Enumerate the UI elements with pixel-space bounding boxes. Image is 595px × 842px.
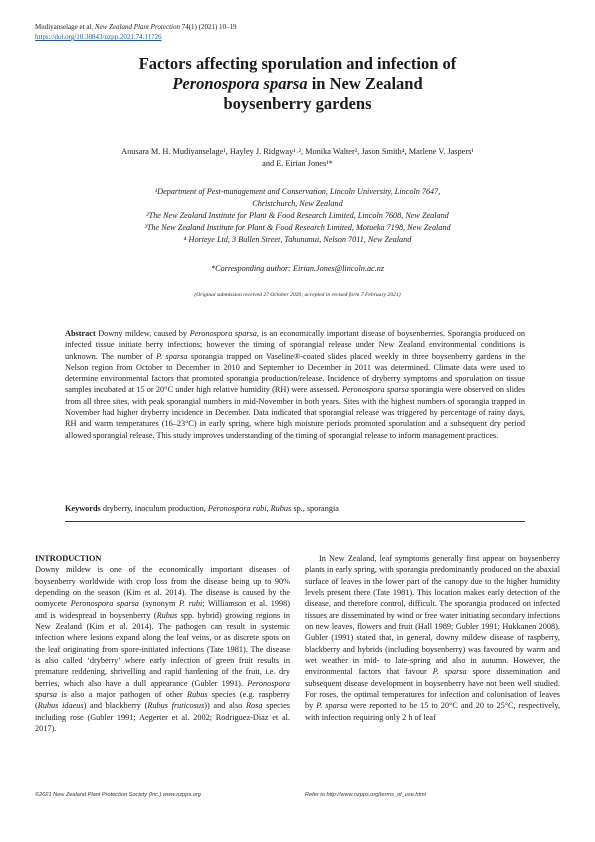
submission-dates: (Original submission received 27 October 2020; accepted in revised form 7 February 2021) bbox=[194, 292, 401, 298]
title-line-2 bbox=[40, 74, 555, 94]
abstract-italic: P. sparsa bbox=[156, 351, 188, 361]
body-italic: Rubus fruticosus bbox=[147, 701, 205, 711]
authors-line-2: and E. Eirian Jones¹* bbox=[262, 158, 333, 168]
title-line-2-rest: in New Zealand bbox=[307, 74, 423, 93]
affiliation-line: ¹Department of Pest-management and Conservation, Lincoln University, Lincoln 7647, bbox=[154, 187, 441, 196]
body-text: ; Williamson et al. 1998) and is widespread in boysenberry ( bbox=[35, 599, 291, 620]
keywords-text: , bbox=[266, 504, 271, 513]
abstract-italic: Peronospora sparsa bbox=[189, 329, 257, 338]
body-text: were reported to be 15 to 20°C and 20 to 25°C, respectively, with infection requiring only 2 h of leaf bbox=[305, 701, 561, 722]
body-text: species including rose (Gubler 1991; Aegerter et al. 2002; Rodriguez-Diaz et al. 2017). bbox=[35, 701, 290, 734]
introduction-column-right bbox=[305, 553, 560, 723]
citation-prefix: Mudiyanselage et al. bbox=[35, 23, 95, 31]
citation-suffix: 74(1) (2021) 10–19 bbox=[179, 23, 237, 31]
terms-footer[interactable]: Refer to http://www.nzpps.org/terms_of_use.html bbox=[305, 792, 426, 798]
affiliations bbox=[60, 186, 535, 246]
body-italic: P. rubi bbox=[179, 599, 203, 609]
title-line-3: boysenberry gardens bbox=[223, 94, 372, 113]
body-paragraph bbox=[305, 553, 560, 723]
running-header bbox=[35, 23, 237, 32]
body-text: Downy mildew is one of the economically important diseases of boysenberry worldwide with crop loss from the disease being up to 90% depending on the season (Kim et al. 2014). The disease is caused by the oomycete bbox=[35, 565, 290, 609]
body-italic: Rubus bbox=[186, 690, 208, 700]
copyright-footer: ©2021 New Zealand Plant Protection Society (Inc.) www.nzpps.org bbox=[35, 792, 201, 798]
corresponding-author: *Corresponding author: Eirian.Jones@lincoln.ac.nz bbox=[210, 264, 385, 273]
abstract-label: Abstract bbox=[65, 329, 96, 338]
body-italic: Rubus bbox=[156, 610, 178, 620]
body-italic: Peronospora sparsa bbox=[70, 599, 139, 609]
body-italic: P. sparsa bbox=[316, 701, 348, 711]
body-text: is also a major pathogen of other bbox=[57, 690, 187, 700]
body-italic: Rosa bbox=[245, 701, 263, 711]
affiliation-line: Christchurch, New Zealand bbox=[252, 199, 343, 208]
abstract-text: , is an economically important disease of boysenberries. Sporangia produced on infected tissue initiate berry infections; however the timing of sporangial release under New Zealand environmental conditions is unknown. The number of bbox=[65, 329, 525, 361]
section-divider bbox=[65, 521, 525, 522]
journal-name: New Zealand Plant Protection bbox=[94, 23, 180, 31]
abstract-text: sporangia were observed on slides from all three sites, with peak sporangial numbers in mid-November in both years. Sites with the highest numbers of sporangia trapped in November had higher dryberry incidence in December. Data indicated that sporangial release was triggered by percentage of rainy days, RH and warm temperatures (16–23°C) in early spring, where high moisture periods promoted sporulation and a subsequent dry period allowed sporangial release. This study improves understanding of the timing of sporangial release to inform management practices. bbox=[65, 385, 525, 440]
body-text: )) and also bbox=[204, 701, 246, 711]
keywords-text: sp., sporangia bbox=[291, 504, 339, 513]
affiliation-line: ³The New Zealand Institute for Plant & Food Research Limited, Motueka 7198, New Zealand bbox=[144, 223, 451, 232]
body-text: (synonym bbox=[138, 599, 180, 609]
abstract bbox=[65, 328, 525, 441]
abstract-text: sporangia trapped on Vaseline®-coated slides placed weekly in three boysenberry gardens in the Nelson region from October to December in 2010 and September to December in 2011 was determined. Climate data were used to determine environmental factors that promoted sporangia production/release. Incidence of dryberry symptoms and sporulation on tissue samples incubated at 15 or 20°C under high relative humidity (RH) were assessed. bbox=[65, 351, 525, 395]
introduction-paragraph bbox=[35, 564, 290, 734]
title-line-1: Factors affecting sporulation and infection of bbox=[138, 54, 457, 73]
title-species: Peronospora sparsa bbox=[172, 74, 308, 93]
body-text: In New Zealand, leaf symptoms generally first appear on boysenberry plants in early spring, with sporangia predominantly produced on the abaxial surface of leaves in the lower part of the canopy due to the higher humidity levels present there (Tate 1981). This location makes early detection of the disease, and therefore control, difficult. The sporangia produced on infected tissues are disseminated by wind or free water initiating secondary infections on new leaves, flowers and fruit (Hall 1989; Gubler 1991; Hukkanen 2008). Gubler (1991) stated that, in general, downy mildew disease of raspberry, blackberry and hybrids (including boysenberry) was favoured by warm and wet weather in mid- to late-spring and also in autumn. However, the environmental factors that favour bbox=[305, 554, 560, 677]
body-text: spp. hybrid) growing regions in New Zealand (Kim et al. 2014). The pathogen can result in systemic infection where lesions expand along the leaf veins, or as discrete spots on the leaf originating from spore-initiated infections (Tate 1981). The disease is also called ‘dryberry’ where early infection of green fruit results in premature reddening, shrivelling and rapid hardening of the fruit, i.e. dry berries, which also have a dull appearance (Gubler 1991). bbox=[35, 610, 290, 688]
body-italic: Peronospora sparsa bbox=[35, 678, 290, 700]
keywords bbox=[65, 503, 525, 514]
body-text: spore dissemination and subsequent disease development in boysenberry have not been well studied. For roses, the optimal temperatures for infection and colonisation of leaves by bbox=[305, 667, 561, 711]
keywords-italic: Peronospora rubi bbox=[207, 504, 267, 513]
abstract-text: Downy mildew, caused by bbox=[95, 329, 190, 338]
body-italic: Rubus idaeus bbox=[37, 701, 84, 711]
affiliation-line: ²The New Zealand Institute for Plant & Food Research Limited, Lincoln 7608, New Zealand bbox=[146, 211, 449, 220]
keywords-text: dryberry, inoculum production, bbox=[100, 504, 208, 513]
body-italic: P. sparsa bbox=[432, 667, 467, 677]
keywords-label: Keywords bbox=[65, 504, 101, 513]
introduction-column-left bbox=[35, 553, 290, 735]
doi-link[interactable]: https://doi.org/10.30843/nzpp.2021.74.11726 bbox=[35, 33, 162, 41]
doi-line bbox=[35, 33, 162, 42]
body-text: species (e.g. raspberry ( bbox=[35, 690, 291, 711]
abstract-italic: Peronospora sparsa bbox=[341, 385, 409, 395]
author-list bbox=[60, 146, 535, 169]
affiliation-line: ⁴ Horteye Ltd, 3 Bullen Street, Tahunanui, Nelson 7011, New Zealand bbox=[183, 235, 412, 244]
authors-line-1: Anusara M. H. Mudiyanselage¹, Hayley J. Ridgway¹˒², Monika Walter², Jason Smith⁴, Marlene V. Jaspers¹ bbox=[121, 147, 474, 156]
body-text: ) and blackberry ( bbox=[83, 701, 148, 711]
article-title bbox=[40, 54, 555, 114]
introduction-heading: INTRODUCTION bbox=[35, 554, 102, 563]
keywords-italic: Rubus bbox=[270, 504, 292, 513]
